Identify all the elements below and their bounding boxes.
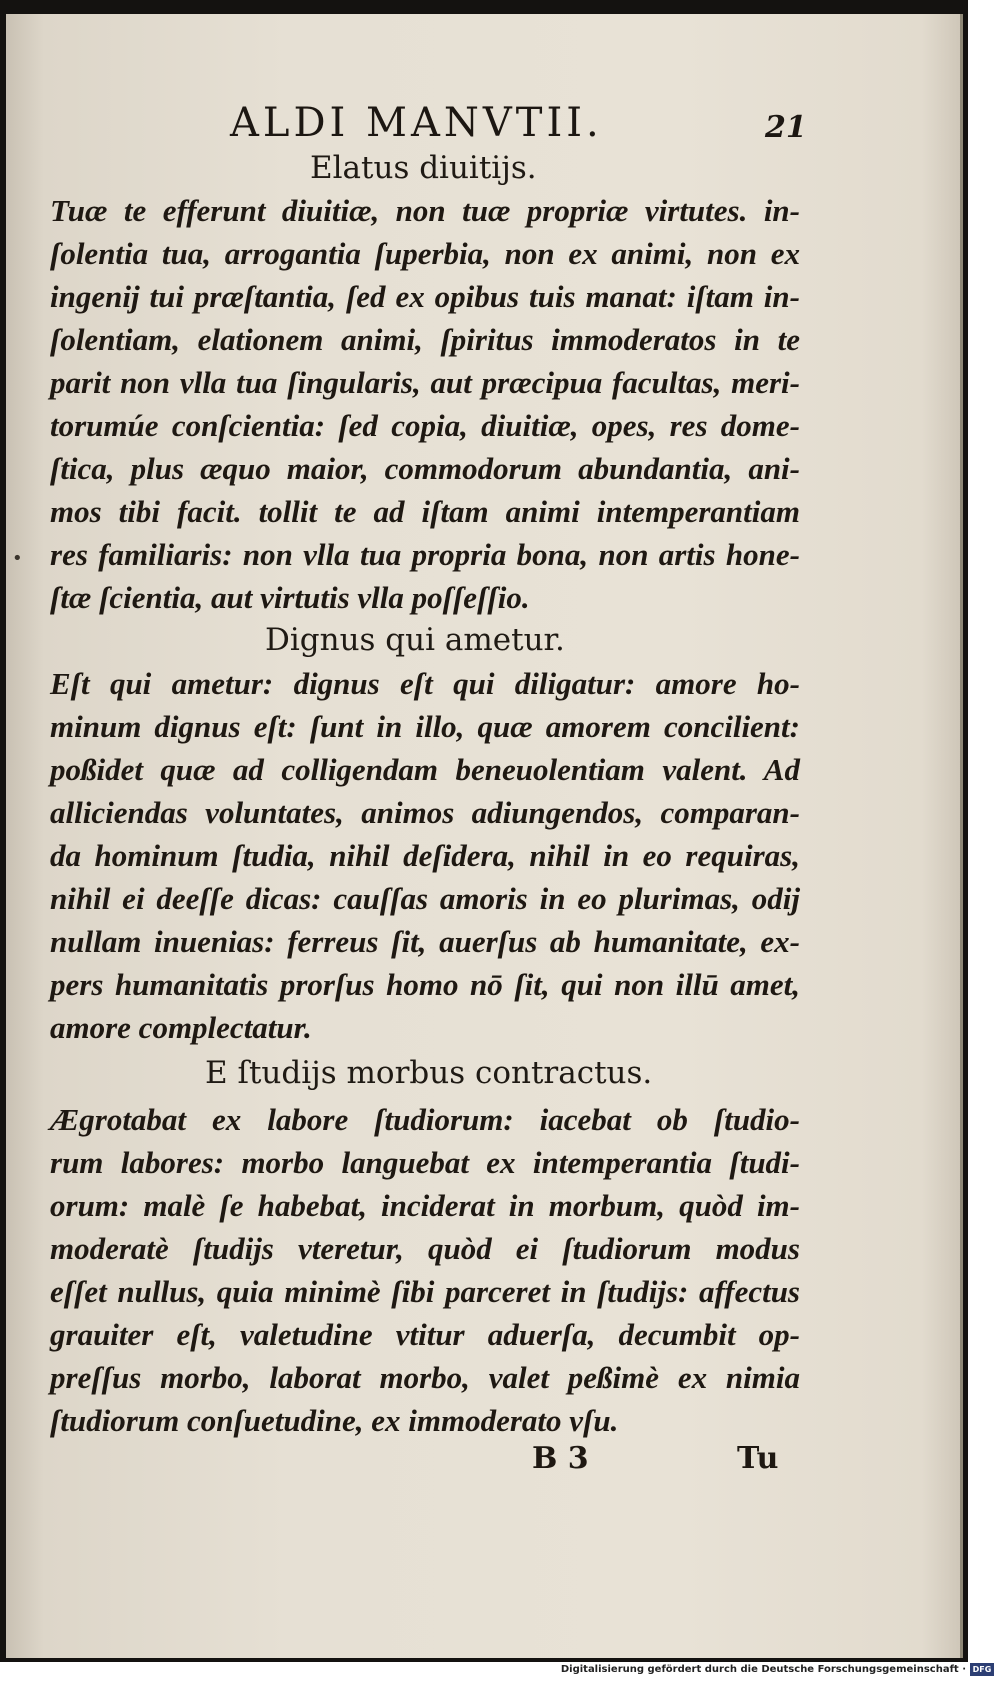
text-line: ſtudiorum conſuetudine, ex immoderato vſu. <box>50 1403 619 1438</box>
text-line: Tuæ te efferunt diuitiæ, non tuæ propriæ virtutes. in- <box>50 193 800 228</box>
dfg-logo-icon: DFG <box>970 1663 994 1676</box>
text-line: minum dignus eſt: ſunt in illo, quæ amorem concilient: <box>50 709 800 744</box>
text-line: mos tibi facit. tollit te ad iſtam animi intemperantiam <box>50 494 800 529</box>
catchword: Tu <box>737 1441 779 1476</box>
text-line: preſſus morbo, laborat morbo, valet peßimè ex nimia <box>50 1360 800 1395</box>
text-line: eſſet nullus, quia minimè ſibi parceret in ſtudijs: affectus <box>50 1274 800 1309</box>
section-heading-morbus: E ſtudijs morbus contractus. <box>205 1055 653 1091</box>
text-line: alliciendas voluntates, animos adiungendos, comparan- <box>50 795 800 830</box>
text-line: torumúe conſcientia: ſed copia, diuitiæ, opes, res dome- <box>50 408 800 443</box>
digitization-credit: Digitalisierung gefördert durch die Deutsche Forschungsgemeinschaft · <box>560 1664 966 1675</box>
text-line: da hominum ſtudia, nihil deſidera, nihil in eo requiras, <box>50 838 800 873</box>
text-line: nullam inuenias: ferreus ſit, auerſus ab humanitate, ex- <box>50 924 800 959</box>
page-number: 21 <box>765 110 807 145</box>
text-line: Ægrotabat ex labore ſtudiorum: iacebat ob ſtudio- <box>50 1102 800 1137</box>
text-line: amore complectatur. <box>50 1010 312 1045</box>
text-line: parit non vlla tua ſingularis, aut præcipua facultas, meri- <box>50 365 800 400</box>
text-line: res familiaris: non vlla tua propria bona, non artis hone- <box>50 537 800 572</box>
section-heading-dignus: Dignus qui ametur. <box>265 622 565 658</box>
text-line: nihil ei deeſſe dicas: cauſſas amoris in eo plurimas, odij <box>50 881 800 916</box>
text-line: ſtæ ſcientia, aut virtutis vlla poſſeſſio. <box>50 580 530 615</box>
section-heading-elatus: Elatus diuitijs. <box>310 150 537 186</box>
text-line: rum labores: morbo languebat ex intemperantia ſtudi- <box>50 1145 800 1180</box>
margin-mark: • <box>12 548 23 569</box>
text-line: ſolentia tua, arrogantia ſuperbia, non ex animi, non ex <box>50 236 800 271</box>
text-line: pers humanitatis prorſus homo nō ſit, qui non illū amet, <box>50 967 800 1002</box>
signature-mark: B 3 <box>532 1441 589 1476</box>
text-line: poßidet quæ ad colligendam beneuolentiam valent. Ad <box>50 752 800 787</box>
text-line: grauiter eſt, valetudine vtitur aduerſa, decumbit op- <box>50 1317 800 1352</box>
text-line: moderatè ſtudijs vteretur, quòd ei ſtudiorum modus <box>50 1231 800 1266</box>
running-head: ALDI MANVTII. <box>230 100 603 146</box>
text-line: Eſt qui ametur: dignus eſt qui diligatur: amore ho- <box>50 666 800 701</box>
text-line: ingenij tui præſtantia, ſed ex opibus tuis manat: iſtam in- <box>50 279 800 314</box>
text-line: ſtica, plus æquo maior, commodorum abundantia, ani- <box>50 451 800 486</box>
text-line: ſolentiam, elationem animi, ſpiritus immoderatos in te <box>50 322 800 357</box>
text-line: orum: malè ſe habebat, inciderat in morbum, quòd im- <box>50 1188 800 1223</box>
